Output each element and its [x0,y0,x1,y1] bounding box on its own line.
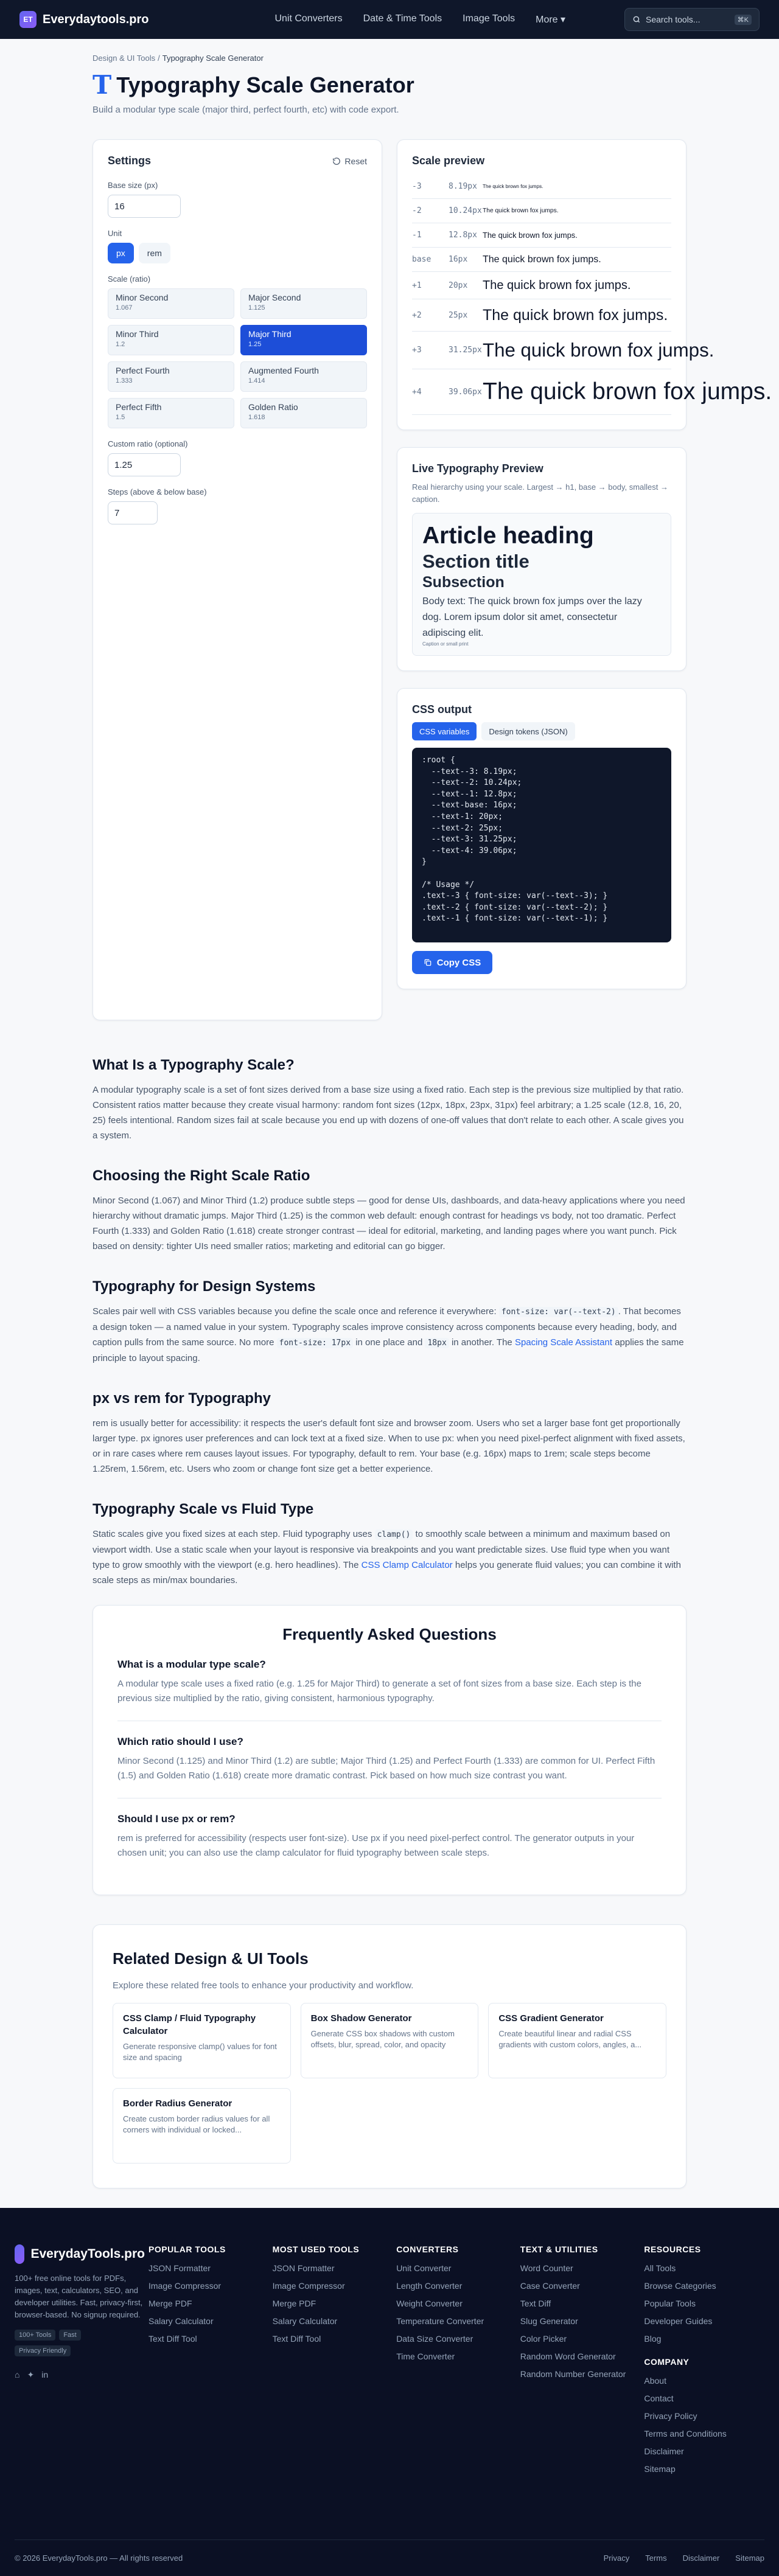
ratio-value: 1.333 [116,377,133,385]
related-tool-title: CSS Clamp / Fluid Typography Calculator [123,2013,256,2036]
footer-link[interactable]: Text Diff Tool [272,2334,321,2344]
preview-caption: Caption or small print [422,641,469,647]
twitter-icon[interactable]: ✦ [27,2370,35,2379]
scale-step: +4 [412,387,422,397]
base-size-input[interactable]: 16 [108,195,181,218]
scale-sample-text: The quick brown fox jumps. [483,306,668,324]
related-description: Explore these related free tools to enhance your productivity and workflow. [113,1980,414,1991]
page-title [93,70,686,100]
scale-row [412,223,671,248]
ratio-name: Perfect Fifth [116,402,162,412]
article-px-vs-rem [93,1390,686,1477]
unit-px-button[interactable]: px [108,243,134,263]
text-run: . That becomes a design token — a named value in your system. Typography scales improve consistency across components because every heading, body, and caption pulls from the same source. No more [93,1306,681,1348]
footer-badges [15,2330,145,2341]
scale-size: 25px [449,310,468,320]
footer-brand-name: EverydayTools.pro [30,2247,145,2261]
footer-link[interactable]: Case Converter [520,2281,580,2291]
ratio-value: 1.618 [248,414,265,421]
footer-col-heading: POPULAR TOOLS [148,2244,226,2254]
footer-col-text-utilities [517,2244,641,2481]
ratio-name: Minor Second [116,293,169,302]
footer-link[interactable]: Word Counter [520,2263,573,2273]
scale-size: 10.24px [449,206,482,215]
reset-icon [332,157,341,165]
related-tools-grid [113,2003,666,2163]
preview-body: Body text: The quick brown fox jumps over the lazy dog. Lorem ipsum dolor sit amet, consectetur adipiscing elit. [422,596,642,638]
scale-row [412,248,671,272]
scale-row [412,199,671,223]
related-tool-title: Border Radius Generator [123,2098,232,2109]
brand-logo: ET [19,11,37,28]
related-tool-desc: Create custom border radius values for all corners with individual or locked... [123,2114,270,2134]
scale-row [412,369,772,415]
related-tool-desc: Create beautiful linear and radial CSS gradients with custom colors, angles, a... [498,2029,642,2049]
ratio-option-perfect-fifth[interactable] [108,398,234,428]
text-run: in another. The [449,1337,515,1348]
footer-link[interactable]: Blog [644,2334,662,2344]
page-title-text: Typography Scale Generator [116,72,414,97]
tab-design-tokens[interactable]: Design tokens (JSON) [481,722,575,740]
scale-size: 39.06px [449,387,482,397]
footer-link[interactable]: Privacy Policy [644,2411,697,2421]
article-text: Minor Second (1.067) and Minor Third (1.2) produce subtle steps — good for dense UIs, dashboards, and data-heavy applications where you need hierarchy without dramatic jumps. Major Third (1.25) is the common web default: enough contrast for headings vs body, not too dramatic. Perfect Fourth (1.333) and Golden Ratio (1.618) create stronger contrast — ideal for editorial, marketing, and landing pages where you want punch. Pick based on density: tighter UIs need smaller ratios; marketing and editorial can go bigger. [93,1196,685,1251]
ratio-option-minor-second[interactable] [108,288,234,319]
scale-size: 20px [449,280,468,290]
unit-rem-button[interactable]: rem [139,243,170,263]
ratio-name: Augmented Fourth [248,366,319,375]
faq-heading: Frequently Asked Questions [282,1625,497,1643]
article-text [93,1526,686,1588]
settings-panel [93,139,382,1020]
scale-size: 8.19px [449,182,477,191]
footer-link[interactable]: Salary Calculator [148,2316,214,2326]
footer-link[interactable]: Salary Calculator [272,2316,338,2326]
footer-columns [15,2244,764,2481]
scale-sample-text: The quick brown fox jumps. [483,184,543,189]
article-choosing-ratio [93,1168,686,1254]
search-shortcut: ⌘K [735,15,752,25]
scale-step: +1 [412,280,422,290]
faq-section [93,1605,686,1895]
scale-step: -2 [412,206,422,215]
ratio-name: Major Third [248,329,292,339]
nav-unit-converters[interactable]: Unit Converters [274,13,343,24]
footer-bottom-bar [15,2539,764,2576]
search-icon [632,15,641,24]
brand-logo-icon [15,2244,24,2264]
ratio-value: 1.2 [116,341,125,348]
footer-link[interactable]: Popular Tools [644,2299,696,2308]
footer-link[interactable]: Text Diff [520,2299,551,2308]
scale-ratio-label: Scale (ratio) [108,274,151,284]
text-run: Scales pair well with CSS variables because you define the scale once and reference it everywhere: [93,1306,499,1317]
related-heading: Related Design & UI Tools [113,1949,309,1968]
article-what-is-scale [93,1057,686,1143]
scale-preview-heading: Scale preview [412,155,485,167]
footer-link[interactable]: Image Compressor [148,2281,222,2291]
tab-css-variables[interactable]: CSS variables [412,722,477,740]
text-run: to smoothly scale between a minimum and maximum based on viewport width. Use a static scale when your layout is responsive via breakpoints and you want predictable sizes. Use fluid type when you want type to grow smoothly with the viewport (e.g. hero headlines). The [93,1529,671,1570]
preview-h3: Subsection [422,574,505,591]
css-output-panel [397,688,686,989]
css-code-block[interactable]: :root { --text--3: 8.19px; --text--2: 10.24px; --text--1: 12.8px; --text-base: 16px; --text-1: 20px; --text-2: 25px; --text-3: 31.25px; --text-4: 39.06px; } /* Usage */ .text--3 { font-size: var(--text--3); } .text--2 { font-size: var(--text--2); } .text--1 { font-size: var(--text--1); } [412,748,671,942]
footer-link[interactable]: Time Converter [396,2351,455,2361]
scale-step: +2 [412,310,422,320]
custom-ratio-input[interactable]: 1.25 [108,453,181,476]
footer-link[interactable]: Color Picker [520,2334,567,2344]
inline-code: font-size: 17px [277,1338,353,1348]
faq-answer: A modular type scale uses a fixed ratio (e.g. 1.25 for Major Third) to generate a set of font sizes from a base size. Each step is the previous size multiplied by the ratio, giving consistent, harmonious typography. [117,1679,641,1704]
scale-step: -3 [412,182,422,191]
unit-toggle [108,243,367,263]
footer-col-converters [393,2244,517,2481]
ratio-option-major-third[interactable] [240,325,367,355]
footer-link[interactable]: Data Size Converter [396,2334,473,2344]
faq-question: Which ratio should I use? [117,1736,243,1747]
footer-badges-2 [15,2345,145,2356]
steps-label: Steps (above & below base) [108,487,207,496]
preview-h2: Section title [422,551,529,572]
related-tool-card[interactable] [488,2003,666,2078]
article-text: rem is usually better for accessibility: it respects the user's default font size and browser zoom. Users who set a larger base font get proportionally larger type. px ignores user preferences and can lock text at a fixed size. When to use px: when you need pixel-perfect alignment with fixed assets, or in rare cases where rem causes layout issues. For typography, default to rem. Your base (e.g. 16px) maps to 1rem; scale steps become 1.25rem, 1.56rem, etc. Users who zoom or change font size get a better experience. [93,1418,685,1474]
scale-sample-text: The quick brown fox jumps. [483,207,559,214]
faq-question: What is a modular type scale? [117,1659,266,1670]
article-heading: Typography Scale vs Fluid Type [93,1501,314,1517]
nav-image-tools[interactable]: Image Tools [463,13,515,24]
footer-col-heading: RESOURCES [644,2244,701,2254]
scale-step: +3 [412,346,422,355]
footer-col-heading: MOST USED TOOLS [272,2244,360,2254]
ratio-value: 1.5 [116,414,125,421]
footer-brand [15,2244,145,2481]
social-links [15,2370,145,2380]
scale-step: base [412,255,431,264]
reset-button[interactable] [332,156,367,166]
footer-link[interactable]: Browse Categories [644,2281,716,2291]
footer-link[interactable]: Slug Generator [520,2316,578,2326]
custom-ratio-label: Custom ratio (optional) [108,439,188,448]
footer-privacy-link[interactable]: Privacy [603,2553,630,2563]
spacing-scale-assistant-link[interactable]: Spacing Scale Assistant [514,1337,613,1348]
article-fluid-type [93,1501,686,1588]
ratio-name: Perfect Fourth [116,366,170,375]
footer-link[interactable]: Developer Guides [644,2316,713,2326]
faq-item[interactable] [117,1644,662,1721]
footer-link[interactable]: Unit Converter [396,2263,452,2273]
related-tool-desc: Generate responsive clamp() values for font size and spacing [123,2042,277,2062]
scale-size: 12.8px [449,231,477,240]
badge: Fast [59,2330,80,2341]
related-tool-title: CSS Gradient Generator [498,2013,604,2024]
footer-link[interactable]: Contact [644,2393,674,2403]
scale-sample-text: The quick brown fox jumps. [483,278,631,292]
typography-icon: T [93,70,112,100]
brand-link[interactable] [19,11,149,28]
steps-input[interactable]: 7 [108,501,158,524]
main-nav [208,13,565,26]
footer-link[interactable]: Random Number Generator [520,2369,626,2379]
scale-preview-list [412,175,772,415]
faq-question: Should I use px or rem? [117,1813,236,1825]
footer-link[interactable]: All Tools [644,2263,676,2273]
chevron-down-icon: ▾ [561,15,566,25]
footer-link[interactable]: Merge PDF [148,2299,192,2308]
settings-title: Settings [108,155,152,167]
ratio-options [108,288,367,428]
text-run: Static scales give you fixed sizes at each step. Fluid typography uses [93,1529,375,1539]
base-size-label: Base size (px) [108,181,158,190]
related-tool-card[interactable] [301,2003,479,2078]
footer-link[interactable]: Sitemap [644,2464,676,2474]
inline-code: 18px [425,1338,449,1348]
reset-label: Reset [344,156,367,166]
live-preview-description: Real hierarchy using your scale. Largest → h1, base → body, smallest → caption. [412,482,669,504]
scale-row [412,175,671,199]
breadcrumb-link-design-ui-tools[interactable]: Design & UI Tools [93,54,156,63]
badge: Privacy Friendly [15,2345,71,2356]
related-tool-desc: Generate CSS box shadows with custom offsets, blur, spread, color, and opacity [310,2029,455,2049]
text-run: applies the same principle to layout spacing. [93,1337,684,1363]
footer-terms-link[interactable]: Terms [645,2553,667,2563]
scale-row [412,272,671,299]
footer-description: 100+ free online tools for PDFs, images, text, calculators, SEO, and developer utilities. Fast, privacy-first, browser-based. No signup required. [15,2274,143,2319]
scale-step: -1 [412,231,422,240]
text-run: helps you generate fluid values; you can combine it with scale steps as min/max boundaries. [93,1560,681,1586]
search-placeholder: Search tools... [645,15,700,24]
ratio-option-augmented-fourth[interactable] [240,361,367,392]
ratio-value: 1.414 [248,377,265,385]
scale-size: 31.25px [449,346,482,355]
ratio-name: Golden Ratio [248,402,298,412]
article-text [93,1304,686,1366]
scale-size: 16px [449,255,468,264]
tool-grid [93,139,772,1020]
unit-label: Unit [108,229,122,238]
inline-code: clamp() [375,1530,413,1540]
footer-sitemap-link[interactable]: Sitemap [735,2553,764,2563]
ratio-value: 1.25 [248,341,262,348]
live-preview-box [412,513,671,656]
nav-more-label: More [536,15,558,25]
footer-col-heading: CONVERTERS [396,2244,459,2254]
footer-legal-links [604,2553,764,2563]
footer-link[interactable]: Merge PDF [272,2299,316,2308]
footer-col-popular [145,2244,269,2481]
site-footer [0,2208,779,2576]
scale-sample-text: The quick brown fox jumps. [483,231,578,240]
breadcrumb: Design & UI Tools / Typography Scale Generator [93,54,264,63]
footer-link[interactable]: Random Word Generator [520,2351,616,2361]
footer-link[interactable]: Weight Converter [396,2299,463,2308]
scale-row [412,332,714,369]
footer-link[interactable]: Image Compressor [272,2281,345,2291]
footer-link[interactable]: JSON Formatter [148,2263,211,2273]
top-nav-bar [0,0,779,39]
text-run: in one place and [353,1337,425,1348]
footer-disclaimer-link[interactable]: Disclaimer [682,2553,720,2563]
related-tools-section [93,1924,686,2188]
linkedin-icon[interactable]: in [41,2370,49,2379]
nav-date-time-tools[interactable]: Date & Time Tools [363,13,442,24]
inline-code: font-size: var(--text-2) [499,1307,618,1317]
footer-col-heading: TEXT & UTILITIES [520,2244,598,2254]
preview-h1: Article heading [422,523,594,549]
ratio-option-golden-ratio[interactable] [240,398,367,428]
badge: 100+ Tools [15,2330,55,2341]
ratio-value: 1.067 [116,304,133,312]
faq-answer: Minor Second (1.125) and Minor Third (1.2) are subtle; Major Third (1.25) and Perfect Fourth (1.333) are common for UI. Perfect Fifth (1.5) and Golden Ratio (1.618) create more dramatic contrast. Pick based on how much size contrast you want. [117,1756,655,1781]
footer-link[interactable]: Text Diff Tool [148,2334,197,2344]
article-heading: Typography for Design Systems [93,1278,316,1295]
ratio-name: Major Second [248,293,301,302]
copy-icon [424,958,432,967]
settings-heading [108,155,367,167]
scale-sample-text: The quick brown fox jumps. [483,339,714,361]
live-preview-heading: Live Typography Preview [412,462,543,475]
footer-col-most-used [269,2244,393,2481]
related-tool-card[interactable] [113,2003,291,2078]
ratio-name: Minor Third [116,329,159,339]
scale-row [412,299,671,332]
ratio-option-minor-third[interactable] [108,325,234,355]
page-subtitle: Build a modular type scale (major third, perfect fourth, etc) with code export. [93,105,399,115]
footer-link[interactable]: JSON Formatter [272,2263,335,2273]
css-clamp-calculator-link[interactable]: CSS Clamp Calculator [361,1560,453,1570]
output-tabs [412,722,671,740]
footer-link[interactable]: About [644,2376,666,2386]
footer-link[interactable]: Length Converter [396,2281,463,2291]
css-output-heading: CSS output [412,703,472,715]
nav-more[interactable] [536,13,565,26]
breadcrumb-current: Typography Scale Generator [162,54,264,63]
brand-name: Everydaytools.pro [43,12,149,26]
results-column [397,139,772,1020]
copy-css-button[interactable] [412,951,492,974]
ratio-value: 1.125 [248,304,265,312]
footer-col-resources [640,2244,764,2481]
faq-item[interactable] [117,1721,662,1798]
footer-col-heading-company: COMPANY [644,2357,690,2367]
copyright: © 2026 EverydayTools.pro — All rights reserved [15,2553,183,2563]
related-tool-card[interactable] [113,2088,291,2163]
scale-sample-text: The quick brown fox jumps. [483,254,601,265]
article-text: A modular typography scale is a set of font sizes derived from a base size using a fixed ratio. Each step is the previous size multiplied by that ratio. Consistent ratios matter because they create visual harmony: random font sizes (12px, 18px, 23px, 31px) feel arbitrary; a 1.25 scale (12.8, 16, 20, 25) feels intentional. Random sizes fail at scale because you end up with dozens of one-off values that don't relate to each other. A scale gives you a system. [93,1085,684,1141]
faq-answer: rem is preferred for accessibility (respects user font-size). Use px if you need pixel-perfect control. The generator outputs in your chosen unit; you can also use the clamp calculator for fluid typography between scale steps. [117,1833,635,1858]
article-heading: What Is a Typography Scale? [93,1057,295,1073]
article-design-systems [93,1278,686,1366]
search-input[interactable] [624,8,760,31]
footer-link[interactable]: Terms and Conditions [644,2429,727,2438]
footer-link[interactable]: Disclaimer [644,2446,684,2456]
github-icon[interactable]: ⌂ [15,2370,20,2379]
article-heading: px vs rem for Typography [93,1390,271,1407]
related-tool-title: Box Shadow Generator [310,2013,412,2024]
footer-brand-link[interactable] [15,2244,145,2264]
copy-css-label: Copy CSS [436,957,481,968]
faq-item[interactable] [117,1798,662,1875]
ratio-option-perfect-fourth[interactable] [108,361,234,392]
article-heading: Choosing the Right Scale Ratio [93,1168,310,1184]
live-preview-panel [397,447,686,671]
scale-sample-text: The quick brown fox jumps. [483,378,772,405]
scale-preview-panel [397,139,772,430]
footer-link[interactable]: Temperature Converter [396,2316,484,2326]
ratio-option-major-second[interactable] [240,288,367,319]
